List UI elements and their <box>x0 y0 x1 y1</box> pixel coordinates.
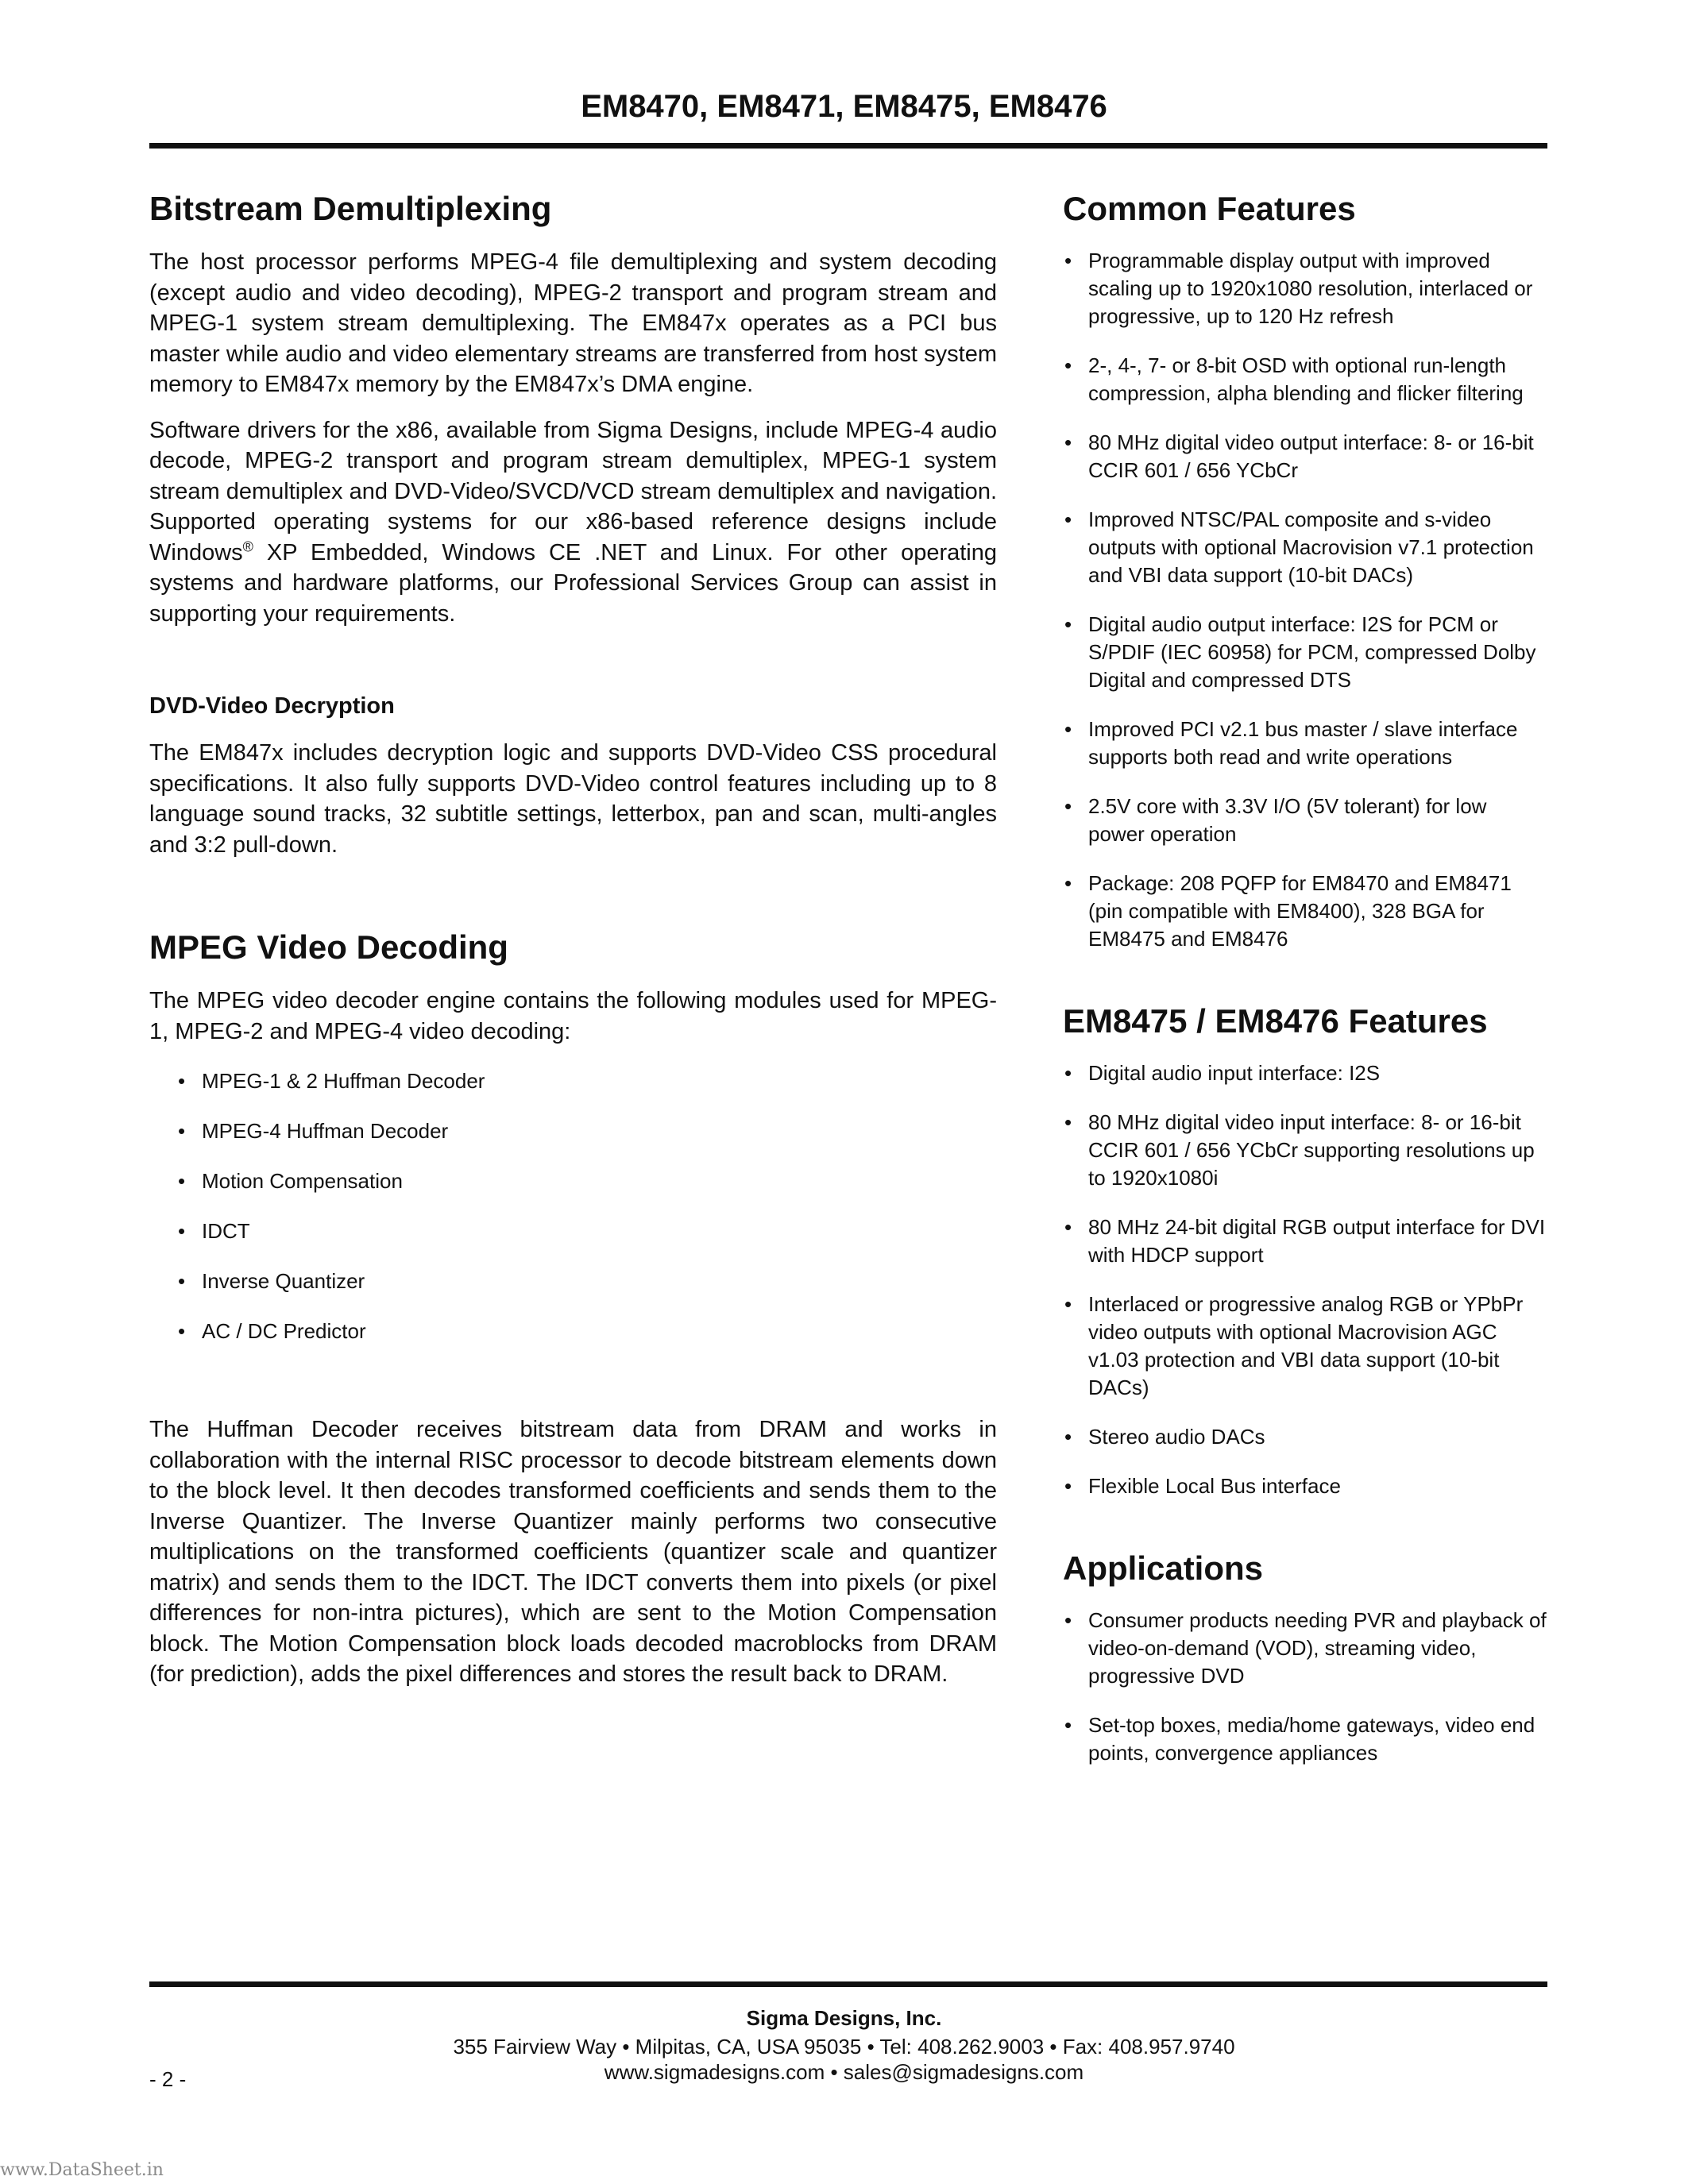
list-item: • Interlaced or progressive analog RGB or YPbPr video outputs with optional Macrovision AGC v1.03 protection and VBI data support (10-bit DACs) <box>1088 1291 1547 1402</box>
dvd-decryption-paragraph: The EM847x includes decryption logic and supports DVD-Video CSS procedural specifications. It also fully supports DVD-Video control features including up to 8 language sound tracks, 32 subtitle settings, letterbox, pan and scan, multi-angles and 3:2 pull-down. <box>149 740 997 858</box>
bitstream-paragraph-2 <box>149 415 997 630</box>
footer-rule <box>149 1981 1547 1987</box>
common-features-list <box>1063 247 1547 953</box>
list-item: • 2-, 4-, 7- or 8-bit OSD with optional run-length compression, alpha blending and flicker filtering <box>1088 352 1547 407</box>
applications-heading: Applications <box>1063 1549 1264 1587</box>
list-item: • Flexible Local Bus interface <box>1088 1472 1547 1500</box>
em8475-features-list <box>1063 1059 1547 1500</box>
left-column <box>149 188 997 1690</box>
list-item: • Programmable display output with improved scaling up to 1920x1080 resolution, interlaced or progressive, up to 120 Hz refresh <box>1088 247 1547 330</box>
mpeg-paragraph-2: The Huffman Decoder receives bitstream data from DRAM and works in collaboration with the internal RISC processor to decode bitstream elements down to the block level. It then decodes transformed coefficients and sends them to the Inverse Quantizer. The Inverse Quantizer mainly performs two consecutive multiplications on the transformed coefficients (quantizer scale and quantizer matrix) and sends them to the IDCT. The IDCT converts them into pixels (or pixel differences for non-intra pictures), which are sent to the Motion Compensation block. The Motion Compensation block loads decoded macroblocks from DRAM (for prediction), adds the pixel differences and stores the result back to DRAM. <box>149 1417 997 1687</box>
watermark: www.DataSheet.in <box>0 2160 164 2180</box>
right-column <box>1063 188 1547 1788</box>
bitstream-p2-start: Software drivers for the x86, available from Sigma Designs, include MPEG-4 audio decode, MPEG-2 transport and program stream demultiplex, MPEG-1 system stream demultiplex and DVD-Video/SVCD/VCD stream demultiplex and navigation. Supported operating systems for our x86-based reference designs include Windows <box>149 417 997 565</box>
page-header-title: EM8470, EM8471, EM8475, EM8476 <box>581 89 1107 124</box>
decoder-module-list <box>149 1067 997 1345</box>
list-item: • MPEG-1 & 2 Huffman Decoder <box>202 1067 997 1094</box>
list-item: • 2.5V core with 3.3V I/O (5V tolerant) for low power operation <box>1088 793 1547 848</box>
list-item: • Package: 208 PQFP for EM8470 and EM8471 (pin compatible with EM8400), 328 BGA for EM8475 and EM8476 <box>1088 870 1547 953</box>
bitstream-p2-end: XP Embedded, Windows CE .NET and Linux. For other operating systems and hardware platforms, our Professional Services Group can assist in supporting your requirements. <box>149 539 997 627</box>
footer-company: Sigma Designs, Inc. <box>746 2006 942 2030</box>
page-number: - 2 - <box>149 2067 187 2091</box>
list-item: • Inverse Quantizer <box>202 1268 997 1295</box>
header-rule <box>149 143 1547 149</box>
mpeg-heading: MPEG Video Decoding <box>149 928 508 966</box>
list-item: • Stereo audio DACs <box>1088 1423 1547 1451</box>
common-features-heading: Common Features <box>1063 190 1356 227</box>
list-item: • Digital audio input interface: I2S <box>1088 1059 1547 1087</box>
footer-web: www.sigmadesigns.com • sales@sigmadesigns.com <box>604 2060 1084 2084</box>
mpeg-paragraph-1: The MPEG video decoder engine contains the following modules used for MPEG-1, MPEG-2 and MPEG-4 video decoding: <box>149 988 997 1044</box>
em8475-features-heading: EM8475 / EM8476 Features <box>1063 1002 1488 1040</box>
bitstream-heading: Bitstream Demultiplexing <box>149 190 552 227</box>
list-item: • MPEG-4 Huffman Decoder <box>202 1117 997 1144</box>
dvd-decryption-heading: DVD-Video Decryption <box>149 693 395 719</box>
list-item: • 80 MHz 24-bit digital RGB output interface for DVI with HDCP support <box>1088 1214 1547 1269</box>
list-item: • 80 MHz digital video output interface: 8- or 16-bit CCIR 601 / 656 YCbCr <box>1088 429 1547 484</box>
list-item: • Motion Compensation <box>202 1167 997 1194</box>
list-item: • Improved NTSC/PAL composite and s-video outputs with optional Macrovision v7.1 protection and VBI data support (10-bit DACs) <box>1088 506 1547 589</box>
registered-mark: ® <box>242 538 253 554</box>
bitstream-paragraph-1: The host processor performs MPEG-4 file demultiplexing and system decoding (except audio and video decoding), MPEG-2 transport and program stream and MPEG-1 system stream demultiplexing. The EM847x operates as a PCI bus master while audio and video elementary streams are transferred from host system memory to EM847x memory by the EM847x’s DMA engine. <box>149 249 997 397</box>
list-item: • 80 MHz digital video input interface: 8- or 16-bit CCIR 601 / 656 YCbCr supporting resolutions up to 1920x1080i <box>1088 1109 1547 1192</box>
list-item: • Digital audio output interface: I2S for PCM or S/PDIF (IEC 60958) for PCM, compressed Dolby Digital and compressed DTS <box>1088 611 1547 694</box>
list-item: • Improved PCI v2.1 bus master / slave interface supports both read and write operations <box>1088 716 1547 771</box>
list-item: • Consumer products needing PVR and playback of video-on-demand (VOD), streaming video, progressive DVD <box>1088 1607 1547 1690</box>
footer-address: 355 Fairview Way • Milpitas, CA, USA 95035 • Tel: 408.262.9003 • Fax: 408.957.9740 <box>453 2035 1235 2059</box>
list-item: • AC / DC Predictor <box>202 1318 997 1345</box>
applications-list <box>1063 1607 1547 1767</box>
list-item: • IDCT <box>202 1217 997 1244</box>
list-item: • Set-top boxes, media/home gateways, video end points, convergence appliances <box>1088 1711 1547 1767</box>
